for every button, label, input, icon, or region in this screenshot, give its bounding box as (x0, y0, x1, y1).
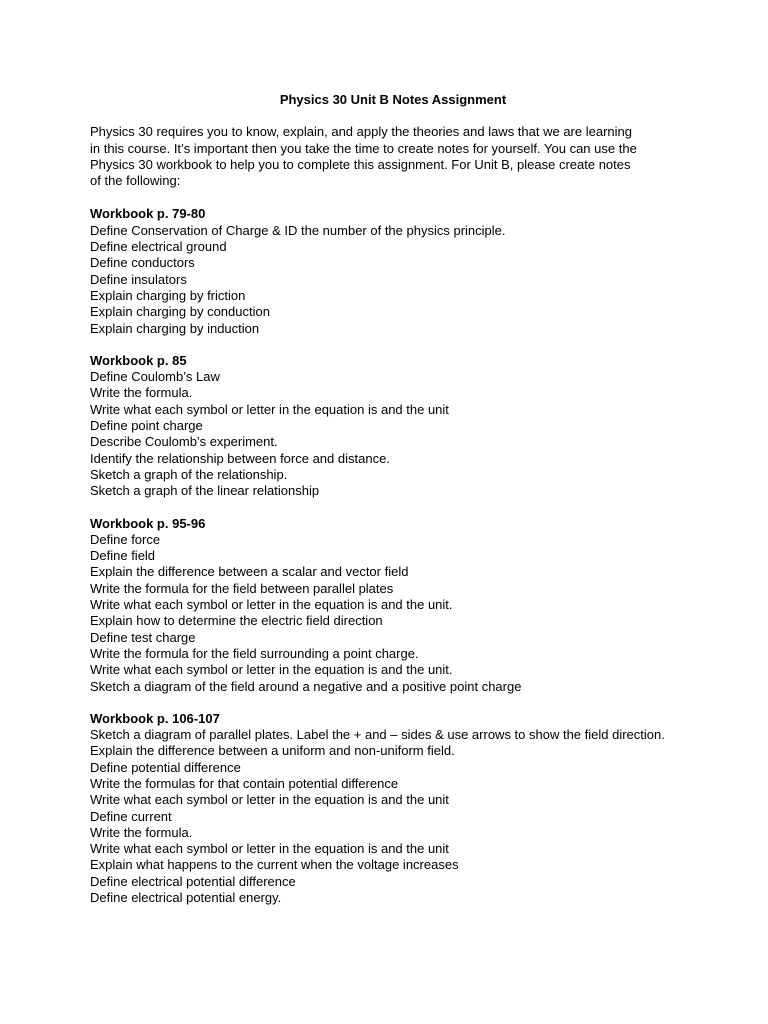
section-item: Define field (90, 548, 156, 564)
section-item: Write the formula for the field surrounding a point charge. (90, 645, 419, 661)
section-workbook-95-96 (90, 516, 690, 695)
intro-line: Physics 30 workbook to help you to complete this assignment. For Unit B, please create notes (90, 156, 631, 172)
section-heading: Workbook p. 79-80 (90, 206, 206, 222)
section-item: Write what each symbol or letter in the equation is and the unit (90, 401, 449, 417)
intro-paragraph (90, 124, 690, 189)
section-heading: Workbook p. 106-107 (90, 710, 220, 726)
intro-line: in this course. It’s important then you take the time to create notes for yourself. You can use the (90, 140, 637, 156)
section-item: Explain how to determine the electric field direction (90, 613, 383, 629)
document-title: Physics 30 Unit B Notes Assignment (279, 92, 507, 107)
section-workbook-85 (90, 353, 690, 500)
section-item: Explain charging by induction (90, 320, 260, 336)
section-item: Describe Coulomb’s experiment. (90, 434, 278, 450)
section-item: Explain the difference between a uniform and non-uniform field. (90, 743, 455, 759)
section-item: Write the formula for the field between parallel plates (90, 580, 394, 596)
section-heading: Workbook p. 95-96 (90, 515, 206, 531)
section-heading: Workbook p. 85 (90, 352, 187, 368)
section-item: Write the formula. (90, 385, 193, 401)
section-item: Define Coulomb’s Law (90, 369, 220, 385)
section-item: Sketch a graph of the relationship. (90, 466, 288, 482)
section-workbook-79-80 (90, 206, 690, 336)
section-item: Define electrical ground (90, 239, 227, 255)
section-item: Write what each symbol or letter in the equation is and the unit (90, 841, 449, 857)
section-item: Write what each symbol or letter in the equation is and the unit. (90, 662, 453, 678)
section-item: Explain what happens to the current when the voltage increases (90, 857, 459, 873)
intro-line: Physics 30 requires you to know, explain, and apply the theories and laws that we are learning (90, 124, 632, 140)
section-item: Sketch a graph of the linear relationship (90, 483, 320, 499)
section-item: Write the formulas for that contain potential difference (90, 775, 399, 791)
section-workbook-106-107 (90, 711, 690, 907)
section-item: Define point charge (90, 418, 203, 434)
section-item: Explain charging by friction (90, 287, 246, 303)
section-item: Sketch a diagram of the field around a negative and a positive point charge (90, 678, 522, 694)
section-item: Define insulators (90, 271, 187, 287)
section-item: Sketch a diagram of parallel plates. Label the + and – sides & use arrows to show the field direction. (90, 727, 665, 743)
section-item: Define test charge (90, 629, 196, 645)
section-item: Write what each symbol or letter in the equation is and the unit (90, 792, 449, 808)
section-item: Define current (90, 808, 172, 824)
section-item: Define potential difference (90, 759, 241, 775)
section-item: Write what each symbol or letter in the equation is and the unit. (90, 597, 453, 613)
section-item: Explain the difference between a scalar and vector field (90, 564, 409, 580)
section-item: Define Conservation of Charge & ID the number of the physics principle. (90, 222, 506, 238)
section-item: Explain charging by conduction (90, 304, 270, 320)
document-page (90, 92, 690, 922)
section-item: Define conductors (90, 255, 195, 271)
section-item: Define force (90, 531, 161, 547)
intro-line: of the following: (90, 173, 181, 189)
section-item: Define electrical potential energy. (90, 890, 282, 906)
section-item: Identify the relationship between force and distance. (90, 450, 390, 466)
section-item: Define electrical potential difference (90, 873, 296, 889)
section-item: Write the formula. (90, 824, 193, 840)
